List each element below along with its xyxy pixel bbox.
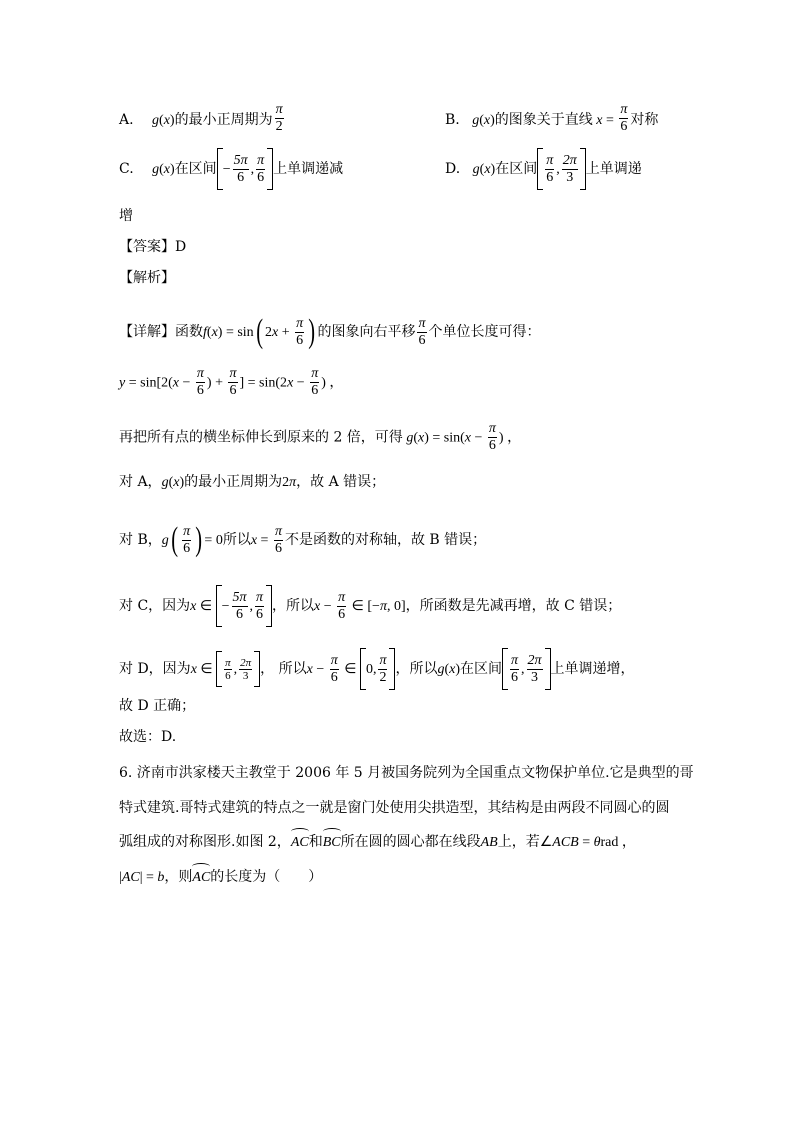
- option-label: B.: [445, 112, 460, 128]
- detail-line-8: 故 D 正确；: [119, 698, 196, 714]
- q6-line-4: |AC| = b，则AC的长度为（ ）: [119, 867, 322, 888]
- option-text: 上单调递: [585, 161, 642, 177]
- option-text: 的最小正周期为: [174, 112, 273, 128]
- detail-line-3: 再把所有点的横坐标伸长到原来的 2 倍，可得 g(x) = sin(x − $\frac{\pi}{6}$ ) ，: [119, 421, 522, 453]
- detail-line-9: 故选：D.: [119, 729, 177, 745]
- detail-line-4: 对 A，g(x)的最小正周期为2π，故 A 错误；: [119, 474, 386, 490]
- option-label: C.: [119, 161, 134, 177]
- option-text: 的图象关于直线: [494, 112, 593, 128]
- q6-line-2: 特式建筑.哥特式建筑的特点之一就是窗门处使用尖拱造型，其结构是由两段不同圆心的圆: [119, 800, 670, 816]
- option-text: 上单调递减: [273, 161, 344, 177]
- option-label: A.: [119, 112, 134, 128]
- detail-line-2: y = sin[2(x − $\frac{\pi}{6}$ ) + $\frac{\pi}{6}$ ] = sin(2x − $\frac{\pi}{6}$ ) ，: [119, 366, 344, 398]
- option-text: 在区间: [495, 161, 538, 177]
- q6-line-3: 弧组成的对称图形.如图 2，AC和BC所在圆的圆心都在线段AB上，若∠ACB = θrad ，: [119, 832, 636, 853]
- option-label: D.: [445, 161, 461, 177]
- q6-line-1: 6. 济南市洪家楼天主教堂于 2006 年 5 月被国务院列为全国重点文物保护单位.它是典型的哥: [119, 765, 694, 781]
- detail-line-1: 【详解】函数f(x) = sin( 2x + $\frac{\pi}{6}$ ) 的图象向右平移 $\frac{\pi}{6}$ 个单位长度可得：: [119, 313, 541, 350]
- analysis-heading: 【解析】: [119, 270, 175, 286]
- detail-line-6: 对 C，因为x ∈ − $\frac{5\pi}{6}$ , $\frac{\pi}{6}$ ，所以x − $\frac{\pi}{6}$ ∈ [−π, 0]，所函数是先减再增，故 C 错误；: [119, 585, 621, 627]
- option-a: A. g(x)的最小正周期为 $\frac{\pi}{2}$: [119, 102, 283, 134]
- option-d: D. g(x)在区间 $\frac{\pi}{6}$ , $\frac{2\pi}{3}$ 上单调递: [445, 148, 642, 190]
- answer: 【答案】D: [119, 239, 187, 255]
- option-b: B. g(x)的图象关于直线 x = $\frac{\pi}{6}$ 对称: [445, 102, 659, 134]
- option-text: 对称: [630, 112, 659, 128]
- option-c: C. g(x)在区间 − $\frac{5\pi}{6}$ , $\frac{\pi}{6}$ 上单调递减: [119, 148, 343, 190]
- detail-line-5: 对 B，g( $\frac{\pi}{6}$ ) = 0所以x = $\frac{\pi}{6}$ 不是函数的对称轴，故 B 错误；: [119, 521, 487, 558]
- option-text: 在区间: [174, 161, 217, 177]
- detail-line-7: 对 D，因为x ∈ $\frac{\pi}{6}$ , $\frac{2\pi}{3}$ ， 所以x − $\frac{\pi}{6}$ ∈ 0, $\frac{\pi}{2}$ ，所以g(x)在区间 $\frac{\pi}{6}$ , $\frac{2\pi}{3}$ 上单调递增，: [119, 648, 635, 690]
- option-d-wrap: 增: [119, 208, 133, 224]
